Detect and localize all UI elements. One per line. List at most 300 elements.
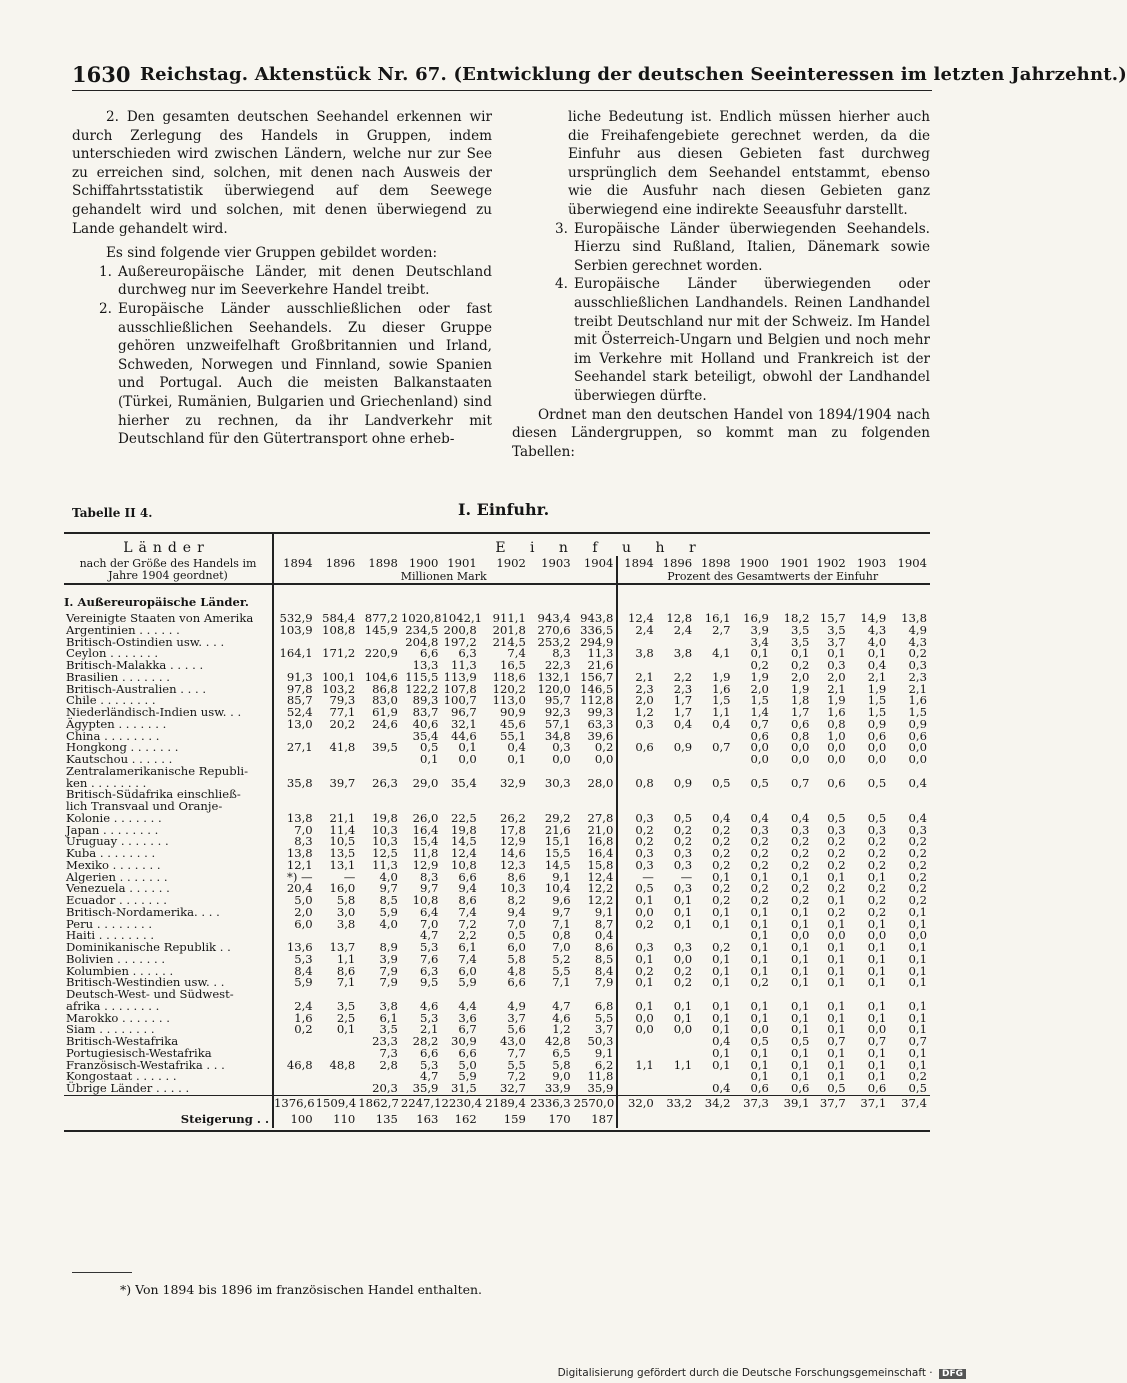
value-percent: 12,4 [627, 611, 654, 625]
value-million-mark: 113,9 [443, 669, 477, 684]
value-percent: 0,2 [908, 857, 927, 872]
value-percent: 0,4 [712, 1034, 731, 1048]
value-percent: 0,2 [712, 857, 731, 872]
value-percent: 0,2 [673, 822, 693, 837]
value-percent: 0,1 [791, 916, 810, 931]
value-million-mark: 0,1 [419, 752, 439, 766]
value-million-mark: 7,2 [458, 916, 477, 931]
sum-million-mark: 2247,1 [400, 1095, 442, 1110]
value-million-mark: 7,0 [507, 916, 526, 931]
value-percent: 0,1 [791, 1069, 810, 1084]
value-million-mark [273, 1071, 316, 1083]
value-million-mark: 92,3 [544, 705, 571, 719]
value-million-mark: 6,8 [574, 1001, 618, 1013]
value-million-mark: 943,8 [574, 613, 618, 625]
sum-million-mark: 2189,4 [480, 1095, 529, 1112]
value-percent: 0,6 [791, 716, 810, 731]
country-name: China . . . . . . . . [64, 731, 273, 743]
value-percent: 0,3 [673, 846, 693, 860]
list-item-group-4 [512, 275, 930, 405]
value-million-mark: 4,8 [507, 963, 526, 978]
list-text: Europäische Länder ausschließlichen oder fast ausschließlichen Seehandels. Zu dieser Gruppe gehören unzweifelhaft Großbritannien und Irland, Schweden, Norwegen und Finnland, sowie Spanien und Portugal. Auch die meisten Balkanstaaten (Türkei, Rumänien, Bulgarien und Griechenland) sind hierher zu rechnen, da ihr Landverkehr mit Deutschland für den Gütertransport ohne erheb- [118, 300, 492, 448]
value-million-mark: 9,5 [419, 975, 439, 990]
value-million-mark: 10,5 [329, 834, 356, 849]
value-percent: 0,4 [712, 716, 731, 731]
section-title: I. Außereuropäische Länder. [64, 584, 273, 613]
value-percent: 0,1 [712, 1045, 731, 1060]
country-name: Haiti . . . . . . . . [64, 930, 273, 942]
value-percent: 0,1 [750, 1045, 769, 1060]
value-percent: 0,1 [827, 940, 846, 954]
value-percent: 0,9 [908, 716, 927, 731]
value-million-mark: 270,6 [537, 622, 571, 637]
value-percent: 0,1 [635, 998, 654, 1013]
value-percent: 1,7 [673, 693, 693, 708]
value-million-mark: 27,1 [286, 740, 313, 755]
year-header-mio: 1898 [368, 556, 398, 570]
country-name: Venezuela . . . . . . [64, 883, 273, 895]
value-percent: 0,1 [712, 963, 731, 978]
year-header-mio: 1902 [496, 556, 526, 570]
value-percent [617, 754, 656, 766]
value-million-mark: 77,1 [329, 705, 356, 719]
value-million-mark: 9,4 [458, 881, 477, 896]
value-percent: 0,7 [908, 1034, 927, 1048]
value-million-mark: 5,8 [507, 951, 526, 966]
countries-header: Länder [64, 533, 273, 556]
value-percent: 1,9 [791, 681, 810, 696]
value-percent: 0,6 [867, 1081, 887, 1095]
value-percent: 0,1 [867, 975, 887, 990]
value-million-mark: 0,0 [552, 752, 571, 766]
value-million-mark: 13,8 [286, 846, 313, 860]
value-percent: 0,9 [673, 775, 693, 790]
value-million-mark: 9,7 [379, 881, 398, 896]
country-name: Dominikanische Republik . . [64, 942, 273, 954]
value-million-mark: 16,5 [500, 658, 526, 672]
country-name: Bolivien . . . . . . . [64, 954, 273, 966]
value-percent: 0,1 [791, 963, 810, 978]
value-million-mark: 5,0 [458, 1057, 477, 1072]
country-name: Britisch-Westafrika [64, 1036, 273, 1048]
value-percent: 0,0 [673, 1022, 693, 1037]
value-million-mark: 3,8 [336, 916, 356, 931]
value-percent: 0,0 [908, 752, 927, 766]
country-name: Chile . . . . . . . . [64, 695, 273, 707]
value-percent: 14,9 [860, 611, 887, 625]
value-million-mark: 13,0 [286, 716, 313, 731]
year-header-pct: 1903 [856, 556, 887, 570]
value-percent: 0,1 [908, 1010, 927, 1025]
value-million-mark: 13,3 [412, 658, 439, 672]
value-percent: 0,1 [791, 1022, 810, 1037]
value-million-mark: 11,3 [574, 648, 618, 660]
value-percent: 2,2 [673, 669, 693, 684]
value-million-mark: 35,9 [412, 1081, 439, 1095]
value-percent: 0,2 [908, 646, 927, 661]
value-million-mark: 24,6 [372, 716, 398, 731]
value-million-mark: 113,0 [492, 693, 526, 708]
value-million-mark: 13,1 [329, 857, 356, 872]
value-percent: 0,4 [908, 810, 927, 825]
country-name: Uruguay . . . . . . . [64, 836, 273, 848]
value-million-mark: 40,6 [412, 716, 439, 731]
value-percent: 1,8 [791, 693, 810, 708]
value-million-mark: 50,3 [574, 1036, 618, 1048]
value-million-mark: 5,2 [552, 951, 571, 966]
value-percent: 0,3 [908, 658, 927, 672]
value-million-mark: 100,1 [322, 669, 356, 684]
value-million-mark: 943,4 [537, 611, 571, 625]
value-percent: 0,5 [908, 1081, 927, 1095]
list-item-group-2 [72, 300, 492, 449]
value-million-mark: 14,5 [544, 857, 571, 872]
value-million-mark: 8,3 [294, 834, 313, 849]
value-percent: 0,1 [750, 998, 769, 1013]
value-million-mark: 57,1 [544, 716, 571, 731]
value-million-mark: 7,4 [507, 646, 526, 661]
value-percent: 0,1 [867, 963, 887, 978]
value-percent: 3,8 [673, 646, 693, 661]
value-million-mark: 5,0 [294, 893, 313, 907]
value-percent: 2,0 [791, 669, 810, 684]
value-percent: 0,1 [673, 904, 693, 919]
value-percent: 1,6 [908, 693, 927, 708]
digitization-text: Digitalisierung gefördert durch die Deutsche Forschungsgemeinschaft · [557, 1367, 933, 1379]
value-million-mark: 52,4 [286, 705, 313, 719]
value-million-mark [441, 789, 479, 801]
value-percent: 0,0 [867, 928, 887, 943]
value-million-mark: 26,3 [372, 775, 398, 790]
value-percent: 0,2 [791, 846, 810, 860]
value-million-mark [273, 789, 316, 801]
value-million-mark: 2,0 [294, 904, 313, 919]
value-percent: 0,2 [712, 940, 731, 954]
value-percent: 0,2 [827, 857, 846, 872]
list-number: 2. [99, 300, 112, 317]
value-million-mark: 120,2 [492, 681, 526, 696]
value-percent: 3,5 [827, 622, 846, 637]
value-million-mark: 99,3 [574, 707, 618, 719]
value-million-mark: 26,0 [412, 810, 439, 825]
value-million-mark: 13,8 [286, 810, 313, 825]
value-percent [695, 754, 733, 766]
value-million-mark: 95,7 [544, 693, 571, 708]
country-name: Ecuador . . . . . . . [64, 895, 273, 907]
value-million-mark: 103,2 [322, 681, 356, 696]
value-million-mark: 16,4 [574, 848, 618, 860]
value-percent: 0,1 [750, 940, 769, 954]
value-percent: 0,2 [791, 893, 810, 907]
value-million-mark: 12,9 [412, 857, 439, 872]
value-million-mark: 35,8 [286, 775, 313, 790]
country-name: Japan . . . . . . . . [64, 825, 273, 837]
country-name: Französisch-Westafrika . . . [64, 1060, 273, 1072]
value-percent: 0,3 [908, 822, 927, 837]
value-million-mark: 7,0 [294, 822, 313, 837]
year-header-pct: 1901 [779, 556, 810, 570]
value-million-mark: 16,8 [574, 836, 618, 848]
value-percent: 0,2 [635, 834, 654, 849]
table-body [64, 584, 930, 1131]
value-million-mark: 5,9 [458, 975, 477, 990]
country-name: Zentralamerikanische Republi- [64, 766, 273, 778]
value-million-mark: 146,5 [574, 684, 618, 696]
value-million-mark: 8,3 [419, 869, 439, 884]
value-million-mark: 584,4 [322, 611, 356, 625]
increase-index: 163 [416, 1111, 439, 1126]
value-million-mark: 132,1 [537, 669, 571, 684]
list-number: 3. [555, 220, 568, 237]
value-percent [617, 1036, 656, 1048]
year-header-mio: 1894 [283, 556, 313, 570]
value-percent: 0,1 [712, 904, 731, 919]
value-percent: 0,1 [673, 1010, 693, 1025]
value-million-mark: 6,6 [458, 1045, 477, 1060]
value-million-mark: 0,2 [294, 1022, 313, 1037]
value-million-mark: 9,0 [552, 1069, 571, 1084]
value-million-mark: 2,1 [419, 1022, 439, 1037]
value-percent: 0,1 [827, 951, 846, 966]
country-name: Kuba . . . . . . . . [64, 848, 273, 860]
value-percent: 0,1 [712, 1057, 731, 1072]
value-percent: 0,1 [750, 963, 769, 978]
value-percent: 0,2 [712, 822, 731, 837]
value-million-mark: 32,9 [500, 775, 526, 790]
value-percent: 0,1 [750, 646, 769, 661]
value-million-mark: 9,6 [552, 893, 571, 907]
value-million-mark: 7,4 [458, 904, 477, 919]
value-percent: 2,0 [827, 669, 846, 684]
value-percent: 1,7 [673, 705, 693, 719]
value-million-mark: 7,9 [574, 977, 618, 989]
year-header-pct: 1902 [816, 556, 846, 570]
value-million-mark [316, 754, 359, 766]
value-million-mark: 0,1 [336, 1022, 356, 1037]
value-million-mark: 1,2 [552, 1022, 571, 1037]
value-percent: 0,1 [750, 951, 769, 966]
value-million-mark: 86,8 [372, 681, 398, 696]
value-percent: 0,5 [827, 1081, 846, 1095]
value-million-mark: 5,8 [552, 1057, 571, 1072]
country-name: Britisch-Australien . . . . [64, 684, 273, 696]
country-name: Peru . . . . . . . . [64, 919, 273, 931]
value-million-mark: 0,4 [507, 740, 526, 755]
value-percent [812, 789, 848, 801]
value-million-mark: 39,7 [329, 775, 356, 790]
value-percent: 0,1 [908, 1045, 927, 1060]
value-percent: 0,1 [712, 1022, 731, 1037]
value-percent: 1,6 [827, 705, 846, 719]
value-percent: 0,0 [750, 740, 769, 755]
value-percent: 1,6 [712, 681, 731, 696]
value-percent: 0,2 [712, 846, 731, 860]
year-header-mio: 1901 [447, 556, 477, 570]
list-text: Europäische Länder überwiegenden Seehandels. Hierzu sind Rußland, Italien, Dänemark sowie Serbien gerechnet worden. [574, 220, 930, 274]
value-million-mark: 13,5 [329, 846, 356, 860]
value-percent: 2,1 [827, 681, 846, 696]
value-million-mark: 0,2 [574, 742, 618, 754]
value-percent: 0,5 [712, 775, 731, 790]
value-million-mark: 6,0 [458, 963, 477, 978]
value-million-mark: 2,5 [336, 1010, 356, 1025]
country-name: Kolumbien . . . . . . [64, 966, 273, 978]
value-million-mark: 8,2 [507, 893, 526, 907]
country-name: Marokko . . . . . . . [64, 1013, 273, 1025]
value-percent: 0,6 [750, 728, 769, 743]
value-percent: 1,9 [712, 669, 731, 684]
value-million-mark: 12,4 [450, 846, 477, 860]
year-header-mio: 1904 [574, 556, 618, 570]
value-million-mark: 35,4 [412, 728, 439, 743]
value-million-mark: 19,8 [372, 810, 398, 825]
value-million-mark: 0,0 [458, 752, 477, 766]
value-million-mark: 8,9 [379, 940, 398, 954]
value-percent [617, 789, 656, 801]
value-percent: 0,2 [673, 834, 693, 849]
value-million-mark: 10,3 [372, 834, 398, 849]
value-million-mark: 4,7 [419, 928, 439, 943]
paragraph-groups-intro: Es sind folgende vier Gruppen gebildet worden: [106, 245, 438, 262]
country-name: Kongostaat . . . . . . [64, 1071, 273, 1083]
value-million-mark: 21,0 [574, 825, 618, 837]
value-percent: 0,2 [712, 881, 731, 896]
value-percent: 0,1 [827, 998, 846, 1013]
value-million-mark: 10,4 [544, 881, 571, 896]
paragraph-continuation: liche Bedeutung ist. Endlich müssen hierher auch die Freihafengebiete gerechnet werden, da die Einfuhr aus diesen Gebieten fast durchweg ursprünglich dem Seehandel entstammt, ebenso wie die Ausfuhr nach diesen Gebieten ganz überwiegend eine indirekte Seeausfuhr darstellt. [568, 109, 930, 218]
value-percent: 0,1 [750, 1057, 769, 1072]
year-header-mio: 1900 [408, 556, 439, 570]
value-million-mark: 200,8 [443, 622, 477, 637]
sum-label [64, 1095, 273, 1112]
country-name: Hongkong . . . . . . . [64, 742, 273, 754]
country-name: Portugiesisch-Westafrika [64, 1048, 273, 1060]
value-percent: 0,4 [673, 716, 693, 731]
value-percent: 1,5 [867, 705, 887, 719]
value-percent: 0,9 [867, 716, 887, 731]
value-million-mark: 103,9 [279, 622, 313, 637]
value-million-mark: 8,6 [574, 942, 618, 954]
value-million-mark: 9,7 [419, 881, 439, 896]
value-percent: 0,1 [908, 963, 927, 978]
value-percent: 0,7 [750, 716, 769, 731]
left-text-column [72, 108, 492, 449]
value-percent: 0,1 [867, 1045, 887, 1060]
value-million-mark: 45,6 [500, 716, 526, 731]
value-million-mark: 63,3 [574, 719, 618, 731]
value-million-mark: 6,3 [419, 963, 439, 978]
value-percent: 0,1 [712, 916, 731, 931]
value-percent: 2,4 [673, 622, 693, 637]
value-percent: 0,1 [673, 893, 693, 907]
value-percent: 0,1 [908, 951, 927, 966]
value-percent [695, 789, 733, 801]
value-million-mark: 3,7 [574, 1024, 618, 1036]
value-percent: 1,4 [750, 705, 769, 719]
value-percent: 0,8 [635, 775, 654, 790]
value-million-mark: 8,7 [574, 919, 618, 931]
value-percent: 0,1 [908, 904, 927, 919]
value-percent: 0,2 [635, 963, 654, 978]
value-percent: 0,1 [867, 1010, 887, 1025]
value-percent: 0,3 [827, 822, 846, 837]
increase-row [64, 1112, 930, 1128]
value-million-mark: 5,3 [419, 1057, 439, 1072]
value-million-mark: 14,5 [450, 834, 477, 849]
sum-row [64, 1095, 930, 1112]
page-number: 1630 [72, 62, 131, 87]
country-name: Argentinien . . . . . . [64, 625, 273, 637]
value-million-mark: 15,5 [544, 846, 571, 860]
value-percent: 4,1 [712, 646, 731, 661]
value-percent: 0,1 [791, 904, 810, 919]
value-million-mark: 0,8 [552, 928, 571, 943]
value-million-mark: 15,8 [574, 860, 618, 872]
value-percent: 0,1 [827, 963, 846, 978]
value-percent: 2,0 [635, 693, 654, 708]
value-percent: 0,4 [750, 810, 769, 825]
value-percent: 13,8 [901, 611, 927, 625]
value-percent: 16,9 [743, 611, 769, 625]
value-percent: 0,2 [750, 658, 769, 672]
value-percent: 2,0 [750, 681, 769, 696]
value-percent: 0,0 [908, 928, 927, 943]
value-percent: 0,1 [827, 1010, 846, 1025]
value-percent: 0,1 [791, 1010, 810, 1025]
value-million-mark: 21,6 [574, 660, 618, 672]
value-million-mark: 2,8 [379, 1057, 398, 1072]
value-percent: 1,5 [867, 693, 887, 708]
value-percent: 0,9 [673, 740, 693, 755]
value-percent [889, 789, 930, 801]
value-million-mark: 20,4 [286, 881, 313, 896]
running-title: Reichstag. Aktenstück Nr. 67. (Entwicklung der deutschen Seeinteressen im letzten Jahrzehnt.) [140, 64, 1127, 85]
value-percent: 0,1 [867, 1069, 887, 1084]
value-percent: 0,3 [750, 822, 769, 837]
value-million-mark: 5,5 [574, 1013, 618, 1025]
value-percent: 2,1 [635, 669, 654, 684]
value-percent: 0,1 [673, 998, 693, 1013]
value-percent: 0,3 [635, 716, 654, 731]
value-million-mark: 12,5 [372, 846, 398, 860]
value-million-mark: 11,8 [574, 1071, 618, 1083]
value-million-mark: 43,0 [500, 1034, 526, 1048]
value-percent: 0,1 [827, 1057, 846, 1072]
value-million-mark: 12,2 [574, 895, 618, 907]
country-name: Britisch-Westindien usw. . . [64, 977, 273, 989]
value-million-mark: 42,8 [544, 1034, 571, 1048]
value-million-mark: — [343, 869, 356, 884]
value-percent: 0,1 [827, 975, 846, 990]
list-text: Außereuropäische Länder, mit denen Deutschland durchweg nur im Seeverkehre Handel treibt. [118, 263, 492, 299]
value-million-mark: 30,9 [450, 1034, 477, 1048]
value-million-mark: 32,7 [500, 1081, 526, 1095]
value-percent: 3,7 [827, 634, 846, 649]
footnote: *) Von 1894 bis 1896 im französischen Handel enthalten. [120, 1282, 483, 1297]
value-percent: 0,5 [635, 881, 654, 896]
value-percent [657, 789, 695, 801]
value-percent: 0,1 [867, 998, 887, 1013]
value-percent: 0,2 [635, 822, 654, 837]
value-million-mark: 5,6 [507, 1022, 526, 1037]
value-percent: — [680, 869, 693, 884]
sum-percent: 37,1 [849, 1095, 890, 1112]
table-bottom-rule [64, 1128, 930, 1131]
value-million-mark: 3,8 [379, 998, 398, 1013]
value-million-mark: 41,8 [329, 740, 356, 755]
value-percent: 0,2 [750, 857, 769, 872]
value-percent: 0,1 [867, 1057, 887, 1072]
